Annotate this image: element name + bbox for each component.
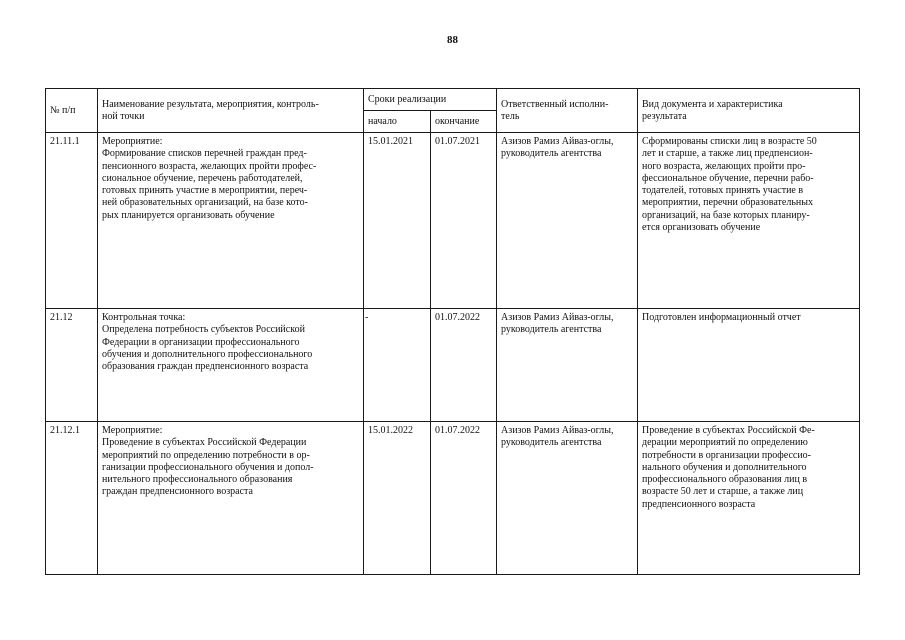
header-doc-type [638,89,860,133]
row-doc-type-cell [638,309,860,422]
row-start-cell [364,133,431,309]
row-responsible: Азизов Рамиз Айваз-оглы, руководитель агентства [501,425,614,449]
table-row [46,309,860,422]
row-start: - [365,312,369,323]
row-num: 21.12.1 [50,425,80,436]
header-terms [364,89,497,111]
header-name-text: Наименование результата, мероприятия, контроль- ной точки [102,98,319,122]
row-num-cell [46,133,98,309]
row-doc-type: Сформированы списки лиц в возрасте 50 лет и старше, а также лиц предпенсион- ного возраста, желающих пройти про- фессиональное обучение, перечни рабо- тодателей, готовых принять участие в мероприятии, перечни образовательных организаций, на базе которых планиру- ется организовать обучение [642,136,817,234]
row-responsible: Азизов Рамиз Айваз-оглы, руководитель агентства [501,312,614,336]
table-row [46,133,860,309]
row-end-cell [431,133,497,309]
row-end-cell [431,309,497,422]
row-doc-type: Подготовлен информационный отчет [642,312,801,323]
header-num [46,89,98,133]
table-header-row [46,89,860,111]
row-doc-type: Проведение в субъектах Российской Фе- дерации мероприятий по определению потребности в организации профессио- нального обучения и дополнительного профессионального образования лиц в возрасте 50 лет и старше, а также лиц предпенсионного возраста [642,425,815,510]
row-responsible-cell [497,422,638,575]
row-name: Мероприятие: Проведение в субъектах Российской Федерации мероприятий по определению потребности в ор- ганизации профессионального обучения и допол- нительного профессионального образования граждан предпенсионного возраста [102,425,314,498]
row-name: Контрольная точка: Определена потребность субъектов Российской Федерации в организации профессионального обучения и дополнительного профессионального образования граждан предпенсионного возраста [102,312,313,373]
header-start [364,111,431,133]
row-num-cell [46,422,98,575]
header-end-text: окончание [435,115,480,127]
row-num: 21.12 [50,312,73,323]
row-responsible-cell [497,309,638,422]
row-doc-type-cell [638,422,860,575]
results-table [45,88,860,575]
row-start: 15.01.2022 [368,425,413,436]
header-responsible-text: Ответственный исполни- тель [501,98,609,122]
row-start-cell [364,422,431,575]
table-row [46,422,860,575]
row-start: 15.01.2021 [368,136,413,147]
row-name-cell [98,422,364,575]
row-end: 01.07.2021 [435,136,480,147]
header-start-text: начало [368,115,397,127]
row-responsible: Азизов Рамиз Айваз-оглы, руководитель агентства [501,136,614,160]
header-responsible [497,89,638,133]
header-end [431,111,497,133]
row-num-cell [46,309,98,422]
header-doc-type-text: Вид документа и характеристика результата [642,98,783,122]
row-doc-type-cell [638,133,860,309]
row-start-cell [364,309,431,422]
row-end: 01.07.2022 [435,312,480,323]
row-responsible-cell [497,133,638,309]
row-name-cell [98,309,364,422]
row-end-cell [431,422,497,575]
header-num-text: № п/п [50,104,76,116]
header-name [98,89,364,133]
row-num: 21.11.1 [50,136,80,147]
row-name-cell [98,133,364,309]
page-number: 88 [447,34,458,46]
row-end: 01.07.2022 [435,425,480,436]
row-name: Мероприятие: Формирование списков перечней граждан пред- пенсионного возраста, желающих пройти профес- сиональное обучение, перечень работодателей, готовых принять участие в мероприятии, переч- ней образовательных организаций, на базе кото- рых планируется организовать обучение [102,136,317,221]
header-terms-text: Сроки реализации [368,93,447,105]
